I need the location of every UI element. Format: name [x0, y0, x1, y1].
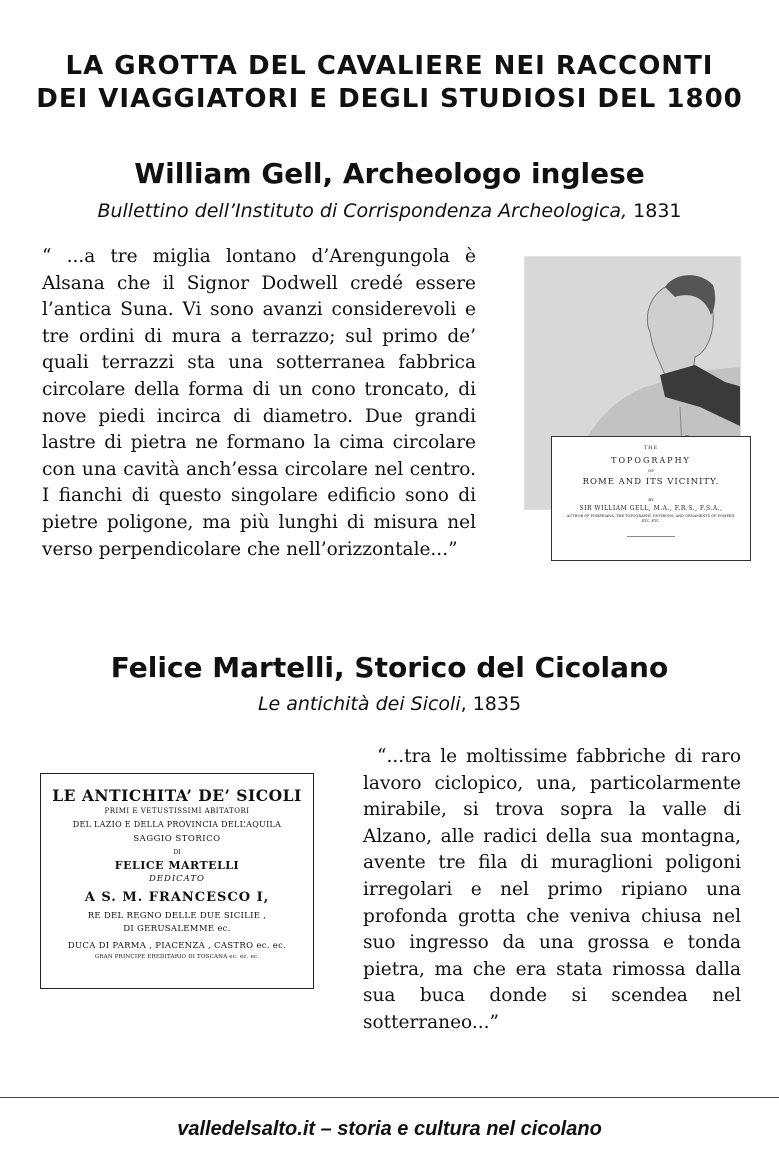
martelli-book-sub2: DEL LAZIO E DELLA PROVINCIA DELL’AQUILA [72, 820, 282, 829]
gell-book-author: SIR WILLIAM GELL, M.A., F.R.S., F.S.A., [579, 505, 723, 512]
gell-source-title: Bullettino dell’Instituto di Corrispondenza Archeologica, [97, 200, 628, 222]
martelli-book-gran: GRAN PRINCIPE EREDITARIO DI TOSCANA ec. ec. ec. [94, 954, 260, 960]
gell-book-by: BY [648, 497, 654, 502]
footer-credit: valledelsalto.it – storia e cultura nel cicolano [177, 1118, 602, 1140]
gell-heading: William Gell, Archeologo inglese [134, 157, 645, 190]
footer-divider [0, 1097, 779, 1098]
martelli-source-title: Le antichità dei Sicoli [257, 693, 461, 715]
martelli-book-saggio: SAGGIO STORICO [133, 834, 221, 844]
page-title-line-1: LA GROTTA DEL CAVALIERE NEI RACCONTI [65, 51, 714, 81]
martelli-source [0, 693, 779, 715]
gell-book-frontispiece [551, 436, 751, 561]
gell-book-of: OF [647, 468, 655, 473]
martelli-book-gerusalemme: DI GERUSALEMME ec. [123, 924, 231, 934]
gell-source [0, 200, 779, 222]
martelli-source-year: , 1835 [460, 693, 522, 715]
page-title [0, 50, 779, 116]
martelli-book-frontispiece [40, 773, 314, 989]
martelli-book-king: A S. M. FRANCESCO I, [84, 890, 270, 905]
gell-book-rome: ROME AND ITS VICINITY. [582, 477, 720, 487]
martelli-heading: Felice Martelli, Storico del Cicolano [110, 651, 669, 684]
gell-book-author-note: AUTHOR OF POMPEIANA, THE TOPOGRAPHY, ENVIRONS, AND ORNAMENTS OF POMPEII, ETC. ETC. [566, 514, 736, 523]
martelli-book-title: LE ANTICHITA’ DE’ SICOLI [52, 786, 302, 805]
martelli-book-sub1: PRIMI E VETUSTISSIMI ABITATORI [104, 807, 250, 815]
gell-book-rule [627, 536, 675, 537]
martelli-book-dedicato: DEDICATO [148, 874, 205, 884]
gell-book-the: THE [643, 445, 659, 451]
gell-source-year: 1831 [627, 200, 682, 222]
page-title-line-2: DEI VIAGGIATORI E DEGLI STUDIOSI DEL 1800 [36, 84, 743, 114]
martelli-book-author: FELICE MARTELLI [114, 859, 240, 872]
martelli-book-di: DI [173, 849, 181, 856]
martelli-quote: “...tra le moltissime fabbriche di raro lavoro ciclopico, una, particolarmente mirabile, si trova sopra la valle di Alzano, alle radici della sua montagna, avente tre fila di muraglioni poligoni irregolari e nel primo ripiano una profonda grotta che veniva chiusa nel suo ingresso da una grossa e tonda pietra, ma che era stata rimossa dalla sua buca donde si scendea nel sotterraneo...” [363, 746, 741, 1033]
martelli-book-duca: DUCA DI PARMA , PIACENZA , CASTRO ec. ec. [67, 941, 287, 951]
martelli-book-re: RE DEL REGNO DELLE DUE SICILIE , [87, 911, 267, 921]
gell-book-topography: TOPOGRAPHY [611, 456, 691, 465]
gell-quote: “ ...a tre miglia lontano d’Arengungola è Alsana che il Signor Dodwell credé essere l’antica Suna. Vi sono avanzi considerevoli e tre ordini di mura a terrazzo; sul primo de’ quali terrazzi sta una sotterranea fabbrica circolare della forma di un cono troncato, di nove piedi incirca di diametro. Due grandi lastre di pietra ne formano la cima circolare con una cavità anch’essa circolare nel centro. I fianchi di questo singolare edificio sono di pietre poligone, ma più lunghi di misura nel verso perpendicolare che nell’orizzontale...” [42, 246, 476, 560]
